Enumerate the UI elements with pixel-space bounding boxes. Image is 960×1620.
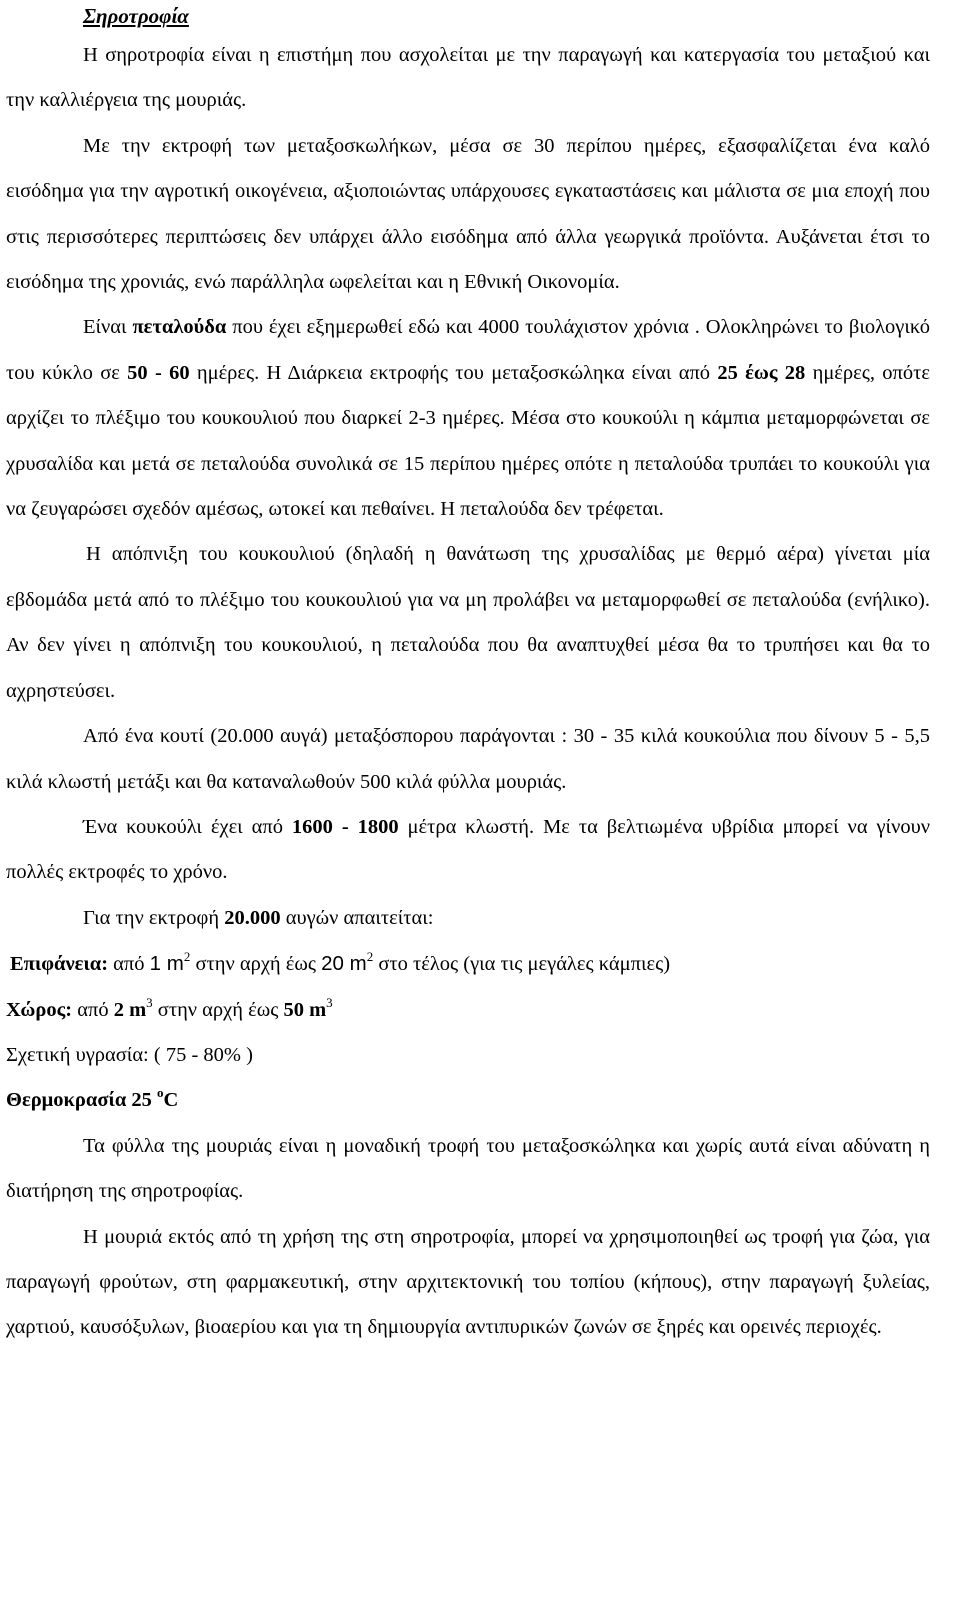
requirement-humidity: Σχετική υγρασία: ( 75 - 80% ) [6, 1043, 253, 1066]
requirement-temperature [6, 1078, 930, 1123]
paragraph-requirements-intro [6, 896, 930, 941]
text-run: στην αρχή έως [190, 953, 322, 976]
bold-rearing-days: 25 έως 28 [717, 361, 806, 384]
space-start-value: 2 m [113, 998, 147, 1021]
text-run: στην αρχή έως [152, 998, 284, 1021]
paragraph-thread-length [6, 805, 930, 896]
space-label: Χώρος: [6, 998, 73, 1021]
bold-egg-count: 20.000 [224, 906, 281, 929]
temperature-label: Θερμοκρασία 25 [6, 1089, 158, 1112]
text-run: στο τέλος (για τις μεγάλες κάμπιες) [373, 953, 671, 976]
text-run: ημέρες, οπότε αρχίζει το πλέξιμο του κουκουλιού που διαρκεί 2-3 ημέρες. Μέσα στο κουκούλι η κάμπια μεταμορφώνεται σε χρυσαλίδα και μετά σε πεταλούδα συνολικά σε 15 περίπου ημέρες οπότε η πεταλούδα τρυπάει το κουκούλι για να ζευγαρώσει σχεδόν αμέσως, ωτοκεί και πεθαίνει. Η πεταλούδα δεν τρέφεται. [6, 361, 930, 521]
text-run: Ένα κουκούλι έχει από [83, 815, 292, 838]
space-start-exponent: 3 [146, 994, 153, 1010]
paragraph-yield: Από ένα κουτί (20.000 αυγά) μεταξόσπορου παράγονται : 30 - 35 κιλά κουκούλια που δίνουν 5 - 5,5 κιλά κλωστή μετάξι και θα καταναλωθούν 500 κιλά φύλλα μουριάς. [6, 725, 930, 793]
surface-start-value: 1 m [149, 952, 184, 976]
surface-start-exponent: 2 [183, 949, 191, 965]
paragraph-mulberry-food: Τα φύλλα της μουριάς είναι η μοναδική τροφή του μεταξοσκώληκα και χωρίς αυτά είναι αδύνατη η διατήρηση της σηροτροφίας. [6, 1134, 930, 1203]
temperature-unit: C [163, 1089, 179, 1112]
space-end-exponent: 3 [326, 994, 333, 1010]
paragraph-lifecycle [6, 305, 930, 532]
text-run: αυγών απαιτείται: [280, 906, 434, 929]
requirement-space [6, 988, 930, 1033]
paragraph-mulberry-uses: Η μουριά εκτός από τη χρήση της στη σηροτροφία, μπορεί να χρησιμοποιηθεί ως τροφή για ζώα, για παραγωγή φρούτων, στη φαρμακευτική, στην αρχιτεκτονική του τοπίου (κήπους), στην παραγωγή ξυλείας, χαρτιού, καυσόξυλων, βιοαερίου και για τη δημιουργία αντιπυρικών ζωνών σε ξηρές και ορεινές περιοχές. [6, 1225, 930, 1339]
text-run: Είναι [83, 316, 133, 339]
text-run: ημέρες. Η Διάρκεια εκτροφής του μεταξοσκώληκα είναι από [189, 361, 718, 384]
surface-label: Επιφάνεια: [10, 953, 109, 976]
text-run: μέτρα κλωστή. Με τα βελτιωμένα υβρίδια μπορεί να γίνουν πολλές εκτροφές το χρόνο. [6, 815, 931, 884]
paragraph-definition: Η σηροτροφία είναι η επιστήμη που ασχολείται με την παραγωγή και κατεργασία του μεταξιού και την καλλιέργεια της μουριάς. [6, 44, 930, 112]
space-end-value: 50 m [283, 998, 327, 1021]
paragraph-income: Με την εκτροφή των μεταξοσκωλήκων, μέσα σε 30 περίπου ημέρες, εξασφαλίζεται ένα καλό εισόδημα για την αγροτική οικογένεια, αξιοποιώντας υπάρχουσες εγκαταστάσεις και μάλιστα σε μια εποχή που στις περισσότερες περιπτώσεις δεν υπάρχει άλλο εισόδημα από άλλα γεωργικά προϊόντα. Αυξάνεται έτσι το εισόδημα της χρονιάς, ενώ παράλληλα ωφελείται και η Εθνική Οικονομία. [6, 134, 930, 294]
bold-butterfly: πεταλούδα [132, 316, 227, 339]
requirement-surface [6, 941, 930, 987]
degree-symbol: o [157, 1085, 164, 1101]
text-run: από [72, 998, 114, 1021]
paragraph-stifling: Η απόπνιξη του κουκουλιού (δηλαδή η θανάτωση της χρυσαλίδας με θερμό αέρα) γίνεται μία εβδομάδα μετά από το πλέξιμο του κουκουλιού για να μη προλάβει να μεταμορφωθεί σε πεταλούδα (ενήλικο). Αν δεν γίνει η απόπνιξη του κουκουλιού, η πεταλούδα που θα αναπτυχθεί μέσα θα το τρυπήσει και θα το αχρηστεύσει. [6, 543, 930, 702]
text-run: που έχει εξημερωθεί εδώ και 4000 τουλάχιστον χρόνια . Ολοκληρώνει το βιολογικό του κύκλο σε [6, 316, 930, 384]
surface-end-value: 20 m [321, 952, 367, 976]
bold-days-range: 50 - 60 [127, 361, 190, 384]
bold-thread-meters: 1600 - 1800 [291, 815, 399, 838]
text-run: Για την εκτροφή [83, 906, 225, 929]
surface-end-exponent: 2 [366, 949, 374, 965]
text-run: από [108, 953, 150, 976]
document-title: Σηροτροφία [83, 4, 189, 28]
